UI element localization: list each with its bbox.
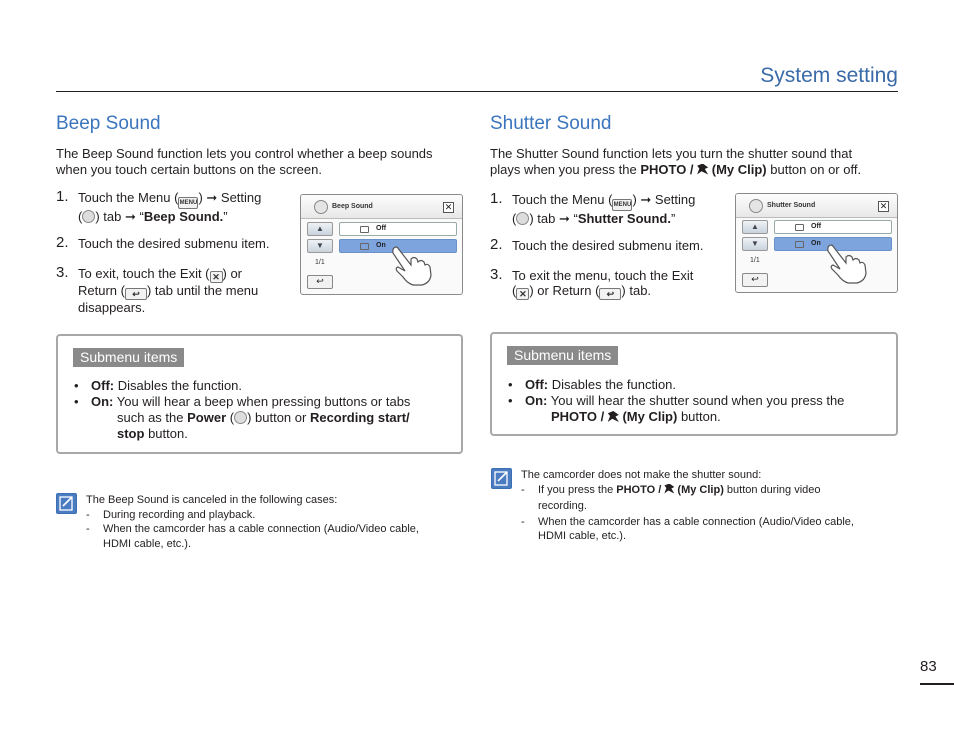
exit-icon: ✕ (516, 288, 529, 300)
touch-hand-icon (824, 239, 870, 285)
note-icon (56, 493, 77, 514)
note-icon (491, 468, 512, 489)
beep-sound-title: Beep Sound (56, 113, 161, 134)
exit-icon: ✕ (210, 271, 223, 283)
step-text: Touch the desired submenu item. (78, 236, 270, 251)
speaker-icon (795, 241, 804, 248)
step-number: 2. (490, 236, 503, 253)
scroll-up-button[interactable]: ▲ (742, 220, 768, 234)
submenu-item-on[interactable]: On (774, 237, 892, 251)
submenu-on-item: • On: You will hear a beep when pressing buttons or tabs such as the Power ( ) button or Recording start/ stop button. (74, 394, 411, 441)
return-icon: ↩ (599, 288, 621, 300)
page-indicator: 1/1 (750, 257, 760, 264)
scroll-down-button[interactable]: ▼ (307, 239, 333, 253)
page-header-title: System setting (760, 64, 898, 87)
speaker-icon (360, 243, 369, 250)
return-icon: ↩ (125, 288, 147, 300)
step-text: Touch the desired submenu item. (512, 238, 704, 253)
page-indicator: 1/1 (315, 259, 325, 266)
myclip-icon (664, 484, 674, 494)
note-text: The Beep Sound is canceled in the following cases: (86, 494, 338, 506)
menu-icon: MENU (612, 199, 632, 211)
touch-hand-icon (389, 241, 435, 287)
gear-icon (516, 212, 529, 225)
submenu-title: Submenu items (507, 346, 618, 365)
submenu-item-off[interactable]: Off (339, 222, 457, 236)
speaker-icon (360, 226, 369, 233)
gear-icon (314, 200, 328, 214)
scroll-down-button[interactable]: ▼ (742, 237, 768, 251)
submenu-on-item: • On: You will hear the shutter sound when you press the PHOTO / (My Clip) button. (508, 393, 845, 424)
screen-header (301, 195, 462, 219)
shutter-note: The camcorder does not make the shutter sound: - If you press the PHOTO / (My Clip) button during video recording. - When the camcorder has a cable connection (Audio/Video cable, HDMI cable, etc.). (521, 468, 891, 544)
page-number: 83 (920, 658, 937, 675)
submenu-item-on[interactable]: On (339, 239, 457, 253)
return-button[interactable]: ↩ (307, 275, 333, 289)
step-number: 3. (490, 266, 503, 283)
beep-sound-screen (300, 194, 463, 295)
shutter-sound-title: Shutter Sound (490, 113, 612, 134)
beep-step-2 (56, 236, 286, 252)
submenu-title: Submenu items (73, 348, 184, 367)
gear-icon (749, 199, 763, 213)
shutter-step-3: 3. To exit the menu, touch the Exit ( ✕ ) or Return ( ↩ ) tab. (490, 266, 694, 299)
screen-title: Beep Sound (332, 203, 373, 210)
shutter-intro: The Shutter Sound function lets you turn the shutter sound that plays when you press the PHOTO / (My Clip) button on or off. (490, 146, 862, 177)
step-number: 3. (56, 264, 69, 281)
submenu-item-off[interactable]: Off (774, 220, 892, 234)
beep-step-3: 3. To exit, touch the Exit ( ✕ ) or Return ( ↩ ) tab until the menu disappears. (56, 264, 259, 315)
menu-icon: MENU (178, 197, 198, 209)
myclip-icon (608, 411, 619, 422)
power-icon (234, 411, 247, 424)
shutter-submenu-box: Submenu items • Off: Disables the function. • On: You will hear the shutter sound when you press the PHOTO / (My Clip) button. (490, 332, 898, 436)
beep-step-1: 1. Touch the Menu (MENU) ➞ Setting ( ) tab ➞ “Beep Sound.” (56, 188, 262, 224)
header-divider (56, 91, 898, 92)
step-number: 1. (490, 190, 503, 207)
screen-header (736, 194, 897, 218)
step-number: 1. (56, 188, 69, 205)
shutter-step-1: 1. Touch the Menu (MENU) ➞ Setting ( ) tab ➞ “Shutter Sound.” (490, 190, 696, 226)
step-number: 2. (56, 234, 69, 251)
close-icon[interactable]: ✕ (879, 201, 888, 211)
shutter-sound-screen (735, 193, 898, 293)
speaker-icon (795, 224, 804, 231)
shutter-step-2 (490, 238, 720, 254)
scroll-up-button[interactable]: ▲ (307, 222, 333, 236)
page-number-rule (920, 683, 954, 685)
myclip-icon (697, 164, 708, 175)
beep-submenu-box: Submenu items • Off: Disables the function. • On: You will hear a beep when pressing buttons or tabs such as the Power ( ) button or Recording start/ stop button. (56, 334, 463, 454)
close-icon[interactable]: ✕ (444, 202, 453, 212)
beep-note: The Beep Sound is canceled in the following cases: - During recording and playback. - When the camcorder has a cable connection (Audio/Video cable, HDMI cable, etc.). (86, 493, 456, 551)
note-text: The camcorder does not make the shutter sound: (521, 469, 762, 481)
screen-title: Shutter Sound (767, 202, 816, 209)
beep-intro: The Beep Sound function lets you control whether a beep sounds when you touch certain buttons on the screen. (56, 146, 433, 177)
gear-icon (82, 210, 95, 223)
return-button[interactable]: ↩ (742, 273, 768, 287)
